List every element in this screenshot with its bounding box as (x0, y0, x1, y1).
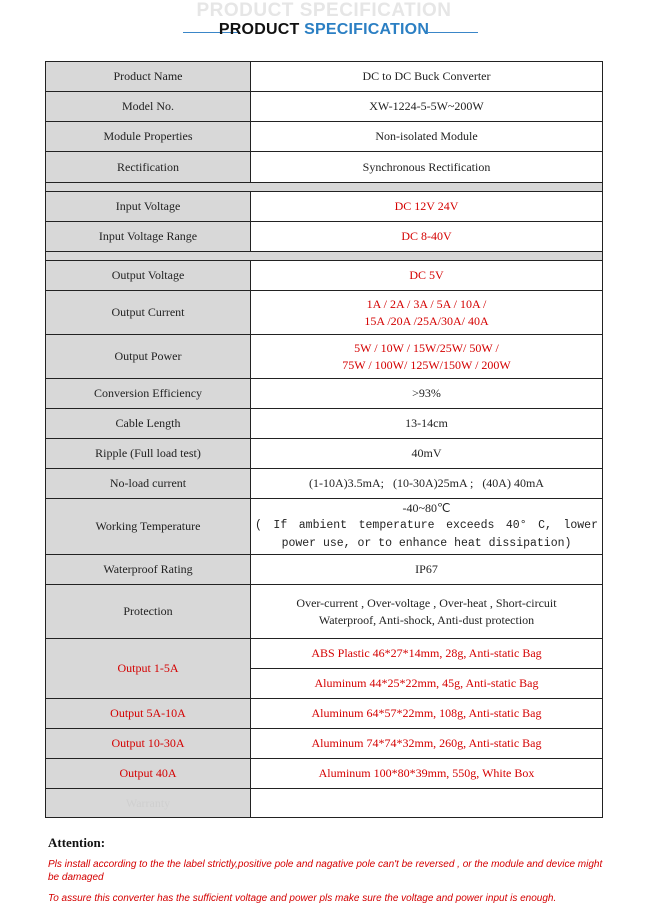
table-row (46, 222, 603, 252)
table-row (46, 555, 603, 585)
spec-label: Output 1-5A (46, 639, 251, 699)
spec-value: DC to DC Buck Converter (251, 62, 603, 92)
value-line: 5W / 10W / 15W/25W/ 50W / (354, 340, 499, 355)
spec-value: XW-1224-5-5W~200W (251, 92, 603, 122)
spec-value: >93% (251, 379, 603, 409)
spec-value: DC 8-40V (251, 222, 603, 252)
spec-value: (1-10A)3.5mA; (10-30A)25mA ; (40A) 40mA (251, 469, 603, 499)
attention-note: To assure this converter has the sufficient voltage and power pls make sure the voltage and power input is enough. (48, 893, 557, 904)
gap-cell (46, 183, 603, 192)
spec-label: Protection (46, 585, 251, 639)
table-row (46, 789, 603, 818)
title-specification: SPECIFICATION (304, 21, 430, 38)
table-row (46, 699, 603, 729)
spec-label: Cable Length (46, 409, 251, 439)
spec-value: Non-isolated Module (251, 122, 603, 152)
spec-label: Output 5A-10A (46, 699, 251, 729)
value-line: Waterproof, Anti-shock, Anti-dust protection (318, 612, 535, 627)
table-row (46, 729, 603, 759)
section-gap (46, 183, 603, 192)
page-title (0, 21, 648, 39)
spec-value (251, 335, 603, 379)
table-row (46, 261, 603, 291)
table-row (46, 759, 603, 789)
spec-value (251, 789, 603, 818)
table-row (46, 152, 603, 183)
spec-label: Output Current (46, 291, 251, 335)
table-row (46, 192, 603, 222)
table-row (46, 439, 603, 469)
spec-label: Model No. (46, 92, 251, 122)
spec-value: 40mV (251, 439, 603, 469)
value-line: 15A /20A /25A/30A/ 40A (364, 313, 489, 328)
table-row (46, 92, 603, 122)
value-line: Over-current , Over-voltage , Over-heat , Short-circuit (296, 595, 557, 610)
table-row (46, 499, 603, 555)
spec-label: Input Voltage (46, 192, 251, 222)
spec-label: Conversion Efficiency (46, 379, 251, 409)
value-line: 75W / 100W/ 125W/150W / 200W (342, 357, 511, 372)
header-ghost-text: PRODUCT SPECIFICATION (196, 0, 452, 21)
value-line: -40~80℃ (402, 501, 451, 515)
table-row (46, 639, 603, 669)
value-line: 1A / 2A / 3A / 5A / 10A / (366, 296, 487, 311)
spec-label: Ripple (Full load test) (46, 439, 251, 469)
attention-note: Pls install according to the the label strictly,positive pole and nagative pole can't be reversed , or the module and device might be damaged (48, 859, 603, 883)
spec-label: Output Voltage (46, 261, 251, 291)
spec-value: Aluminum 100*80*39mm, 550g, White Box (251, 759, 603, 789)
table-row (46, 585, 603, 639)
spec-label: Output 40A (46, 759, 251, 789)
spec-value: 13-14cm (251, 409, 603, 439)
spec-value: DC 12V 24V (251, 192, 603, 222)
spec-label: Waterproof Rating (46, 555, 251, 585)
page-header (0, 0, 648, 60)
gap-cell (46, 252, 603, 261)
table-row (46, 291, 603, 335)
section-gap (46, 252, 603, 261)
spec-value (251, 585, 603, 639)
spec-value (251, 291, 603, 335)
spec-value: DC 5V (251, 261, 603, 291)
spec-label: Working Temperature (46, 499, 251, 555)
spec-label: Output Power (46, 335, 251, 379)
spec-value: Aluminum 74*74*32mm, 260g, Anti-static Bag (251, 729, 603, 759)
table-row (46, 409, 603, 439)
spec-label: Product Name (46, 62, 251, 92)
spec-value: IP67 (251, 555, 603, 585)
spec-table (45, 61, 603, 818)
spec-label: Output 10-30A (46, 729, 251, 759)
spec-label: Warranty (46, 789, 251, 818)
table-row (46, 335, 603, 379)
spec-label: No-load current (46, 469, 251, 499)
attention-title: Attention: (48, 835, 106, 850)
spec-value: Aluminum 44*25*22mm, 45g, Anti-static Bag (251, 669, 603, 699)
value-line: ( If ambient temperature exceeds 40° C, lower power use, or to enhance heat dissipation) (255, 519, 598, 550)
table-row (46, 122, 603, 152)
spec-label: Input Voltage Range (46, 222, 251, 252)
spec-label: Rectification (46, 152, 251, 183)
table-row (46, 379, 603, 409)
table-row (46, 469, 603, 499)
spec-value: ABS Plastic 46*27*14mm, 28g, Anti-static Bag (251, 639, 603, 669)
spec-label: Module Properties (46, 122, 251, 152)
table-row (46, 62, 603, 92)
spec-value: Synchronous Rectification (251, 152, 603, 183)
title-product: PRODUCT (218, 21, 300, 38)
spec-value (251, 499, 603, 555)
spec-value: Aluminum 64*57*22mm, 108g, Anti-static Bag (251, 699, 603, 729)
